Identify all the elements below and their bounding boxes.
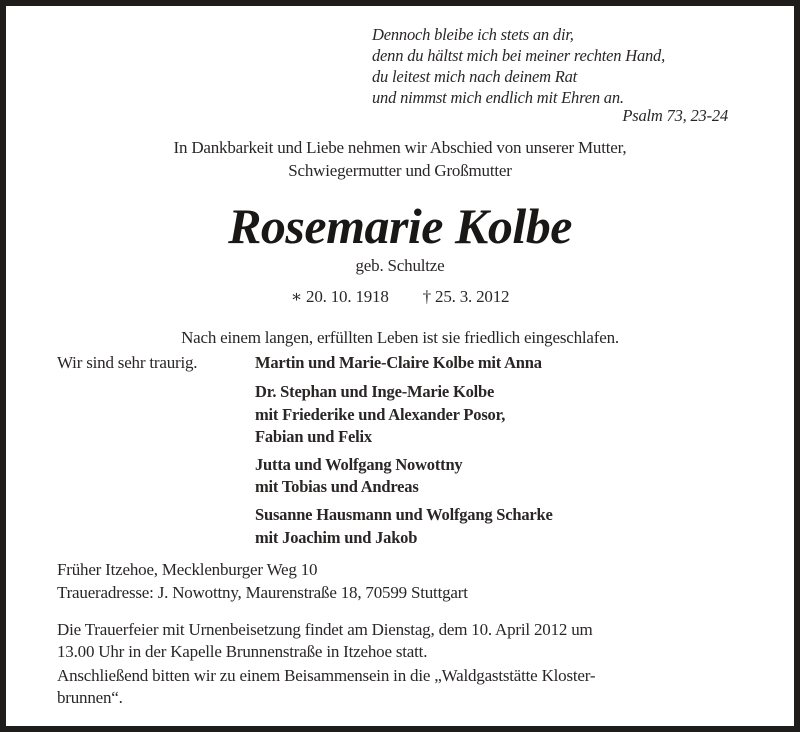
quote-line: und nimmst mich endlich mit Ehren an. xyxy=(372,88,624,107)
mourner-line: mit Joachim und Jakob xyxy=(255,528,418,547)
quote-line: denn du hältst mich bei meiner rechten Hand, xyxy=(372,46,666,65)
death-date: † 25. 3. 2012 xyxy=(422,287,510,306)
life-dates xyxy=(6,286,794,308)
mourner-line: Fabian und Felix xyxy=(255,427,372,446)
mourner-line: mit Friederike und Alexander Posor, xyxy=(255,405,506,424)
maiden-name: geb. Schultze xyxy=(355,256,445,275)
mourner-line: mit Tobias und Andreas xyxy=(255,477,419,496)
obituary-notice xyxy=(6,6,794,726)
intro-line: Schwiegermutter und Großmutter xyxy=(288,161,512,180)
mourning-address: Traueradresse: J. Nowottny, Maurenstraße 18, 70599 Stuttgart xyxy=(57,583,468,602)
mourner-line: Dr. Stephan und Inge-Marie Kolbe xyxy=(255,382,495,401)
quote-line: du leitest mich nach deinem Rat xyxy=(372,67,578,86)
ceremony-line: Anschließend bitten wir zu einem Beisammensein in die „Waldgaststätte Kloster- xyxy=(57,666,596,685)
birth-date: ∗ 20. 10. 1918 xyxy=(290,287,389,306)
mourner-line: Jutta und Wolfgang Nowottny xyxy=(255,455,463,474)
former-address: Früher Itzehoe, Mecklenburger Weg 10 xyxy=(57,560,318,579)
deceased-name: Rosemarie Kolbe xyxy=(228,198,572,254)
ceremony-line: Die Trauerfeier mit Urnenbeisetzung findet am Dienstag, dem 10. April 2012 um xyxy=(57,620,593,639)
mourners-label: Wir sind sehr traurig. xyxy=(57,353,198,372)
ceremony-line: brunnen“. xyxy=(57,688,123,707)
mourner-line: Susanne Hausmann und Wolfgang Scharke xyxy=(255,505,553,524)
quote-line: Dennoch bleibe ich stets an dir, xyxy=(372,25,574,44)
quote-source: Psalm 73, 23-24 xyxy=(622,106,728,125)
statement: Nach einem langen, erfüllten Leben ist sie friedlich eingeschlafen. xyxy=(181,328,619,347)
mourner-line: Martin und Marie-Claire Kolbe mit Anna xyxy=(255,353,542,372)
intro-line: In Dankbarkeit und Liebe nehmen wir Abschied von unserer Mutter, xyxy=(173,138,627,157)
ceremony-line: 13.00 Uhr in der Kapelle Brunnenstraße in Itzehoe statt. xyxy=(57,642,428,661)
